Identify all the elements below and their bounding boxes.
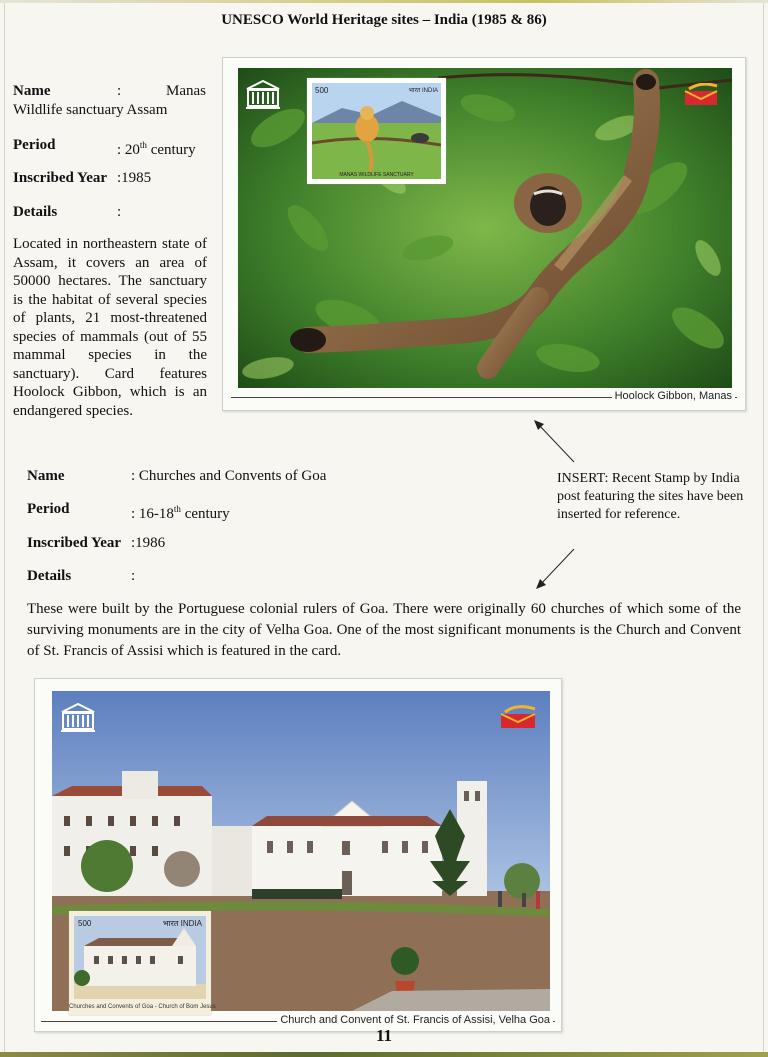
site1-period-value: 20 bbox=[124, 142, 140, 158]
site1-details-field bbox=[13, 203, 213, 222]
site2-details-text: These were built by the Portuguese colonial rulers of Goa. There were originally 60 churches of which some of the surviving monuments are in the city of Velha Goa. One of the most significant monuments is the Church and Convent of St. Francis of Assisi which is featured in the card. bbox=[27, 601, 741, 659]
site1-name-colon: : bbox=[117, 83, 122, 99]
insert-note: INSERT: Recent Stamp by India post featuring the sites have been inserted for reference. bbox=[557, 471, 744, 522]
site2-year-colon: : bbox=[131, 535, 136, 551]
site2-year-value: 1986 bbox=[135, 535, 166, 551]
page-title: UNESCO World Heritage sites – India (1985 & 86) bbox=[221, 12, 547, 28]
site2-name-label: Name bbox=[27, 468, 65, 484]
site2-period-colon: : bbox=[131, 506, 136, 522]
unesco-logo-icon bbox=[245, 80, 281, 110]
site1-stamp-caption: MANAS WILDLIFE SANCTUARY bbox=[339, 172, 414, 178]
site2-year-value-group bbox=[131, 534, 165, 553]
site1-year-value: 1985 bbox=[121, 170, 152, 186]
site1-year-label: Inscribed Year bbox=[13, 170, 108, 186]
site1-period-field bbox=[13, 136, 213, 158]
site2-period-value: 16-18 bbox=[138, 506, 174, 522]
site2-year-field bbox=[27, 534, 347, 553]
site2-card-caption: Church and Convent of St. Francis of Assisi, Velha Goa bbox=[277, 1014, 553, 1026]
site1-stamp-value: 500 bbox=[315, 86, 329, 95]
site1-year-field bbox=[13, 169, 213, 188]
site1-name-field bbox=[13, 82, 206, 101]
site2-stamp-caption: Churches and Convents of Goa - Church of Bom Jesus bbox=[69, 1004, 216, 1010]
site1-card-caption: Hoolock Gibbon, Manas bbox=[612, 390, 735, 402]
site2-period-value-group bbox=[131, 500, 230, 524]
site2-card bbox=[34, 678, 562, 1032]
golden-langur-illustration bbox=[312, 83, 441, 179]
site2-details-colon: : bbox=[131, 568, 136, 584]
site1-period-sup: th bbox=[139, 140, 147, 150]
site2-name-value-group bbox=[131, 467, 326, 486]
site2-stamp-country: भारत INDIA bbox=[162, 919, 202, 928]
site2-year-label: Inscribed Year bbox=[27, 535, 122, 551]
site1-name-label: Name bbox=[13, 83, 51, 99]
site2-stamp-value: 500 bbox=[78, 919, 92, 928]
site1-stamp-image bbox=[312, 83, 441, 179]
site2-period-sup: th bbox=[173, 504, 181, 514]
site1-period-value-group bbox=[117, 136, 196, 160]
site1-year-value-group bbox=[117, 169, 151, 188]
site2-name-field bbox=[27, 467, 347, 486]
india-post-logo-icon bbox=[499, 705, 537, 729]
site2-stamp bbox=[69, 911, 216, 1015]
site1-period-label: Period bbox=[13, 137, 56, 153]
site1-stamp bbox=[307, 78, 446, 184]
site1-details-label: Details bbox=[13, 204, 58, 220]
site1-year-colon: : bbox=[117, 170, 122, 186]
site2-name-colon: : bbox=[131, 468, 136, 484]
site2-period-label: Period bbox=[27, 501, 70, 517]
site1-period-suffix: century bbox=[146, 142, 196, 158]
site2-name-value: Churches and Convents of Goa bbox=[138, 468, 327, 484]
unesco-logo-icon bbox=[60, 703, 96, 733]
top-rule bbox=[0, 0, 768, 3]
site1-details-colon: : bbox=[117, 204, 122, 220]
site2-period-field bbox=[27, 500, 347, 522]
site1-details-text: Located in northeastern state of Assam, it covers an area of 50000 hectares. The sanctuary is the habitat of several species of plants, 21 most-threatened species of mammals (out of 55 mammal species in the sanctuary). Card features Hoolock Gibbon, which is an endangered species. bbox=[13, 236, 207, 419]
site1-name-value-line2: Wildlife sanctuary Assam bbox=[13, 102, 168, 118]
site2-details-field bbox=[27, 567, 347, 586]
site1-stamp-country: भारत INDIA bbox=[408, 88, 438, 94]
site2-details-label: Details bbox=[27, 568, 72, 584]
arrow-up-left-icon bbox=[530, 418, 580, 466]
page-number: 11 bbox=[375, 1026, 393, 1045]
site1-card bbox=[222, 57, 746, 411]
site1-name-value-line1: Manas bbox=[166, 83, 206, 99]
india-post-logo-icon bbox=[683, 83, 719, 105]
site1-period-colon: : bbox=[117, 142, 122, 158]
site2-period-suffix: century bbox=[180, 506, 230, 522]
bottom-rule bbox=[0, 1052, 768, 1057]
arrow-down-left-icon bbox=[530, 545, 580, 593]
